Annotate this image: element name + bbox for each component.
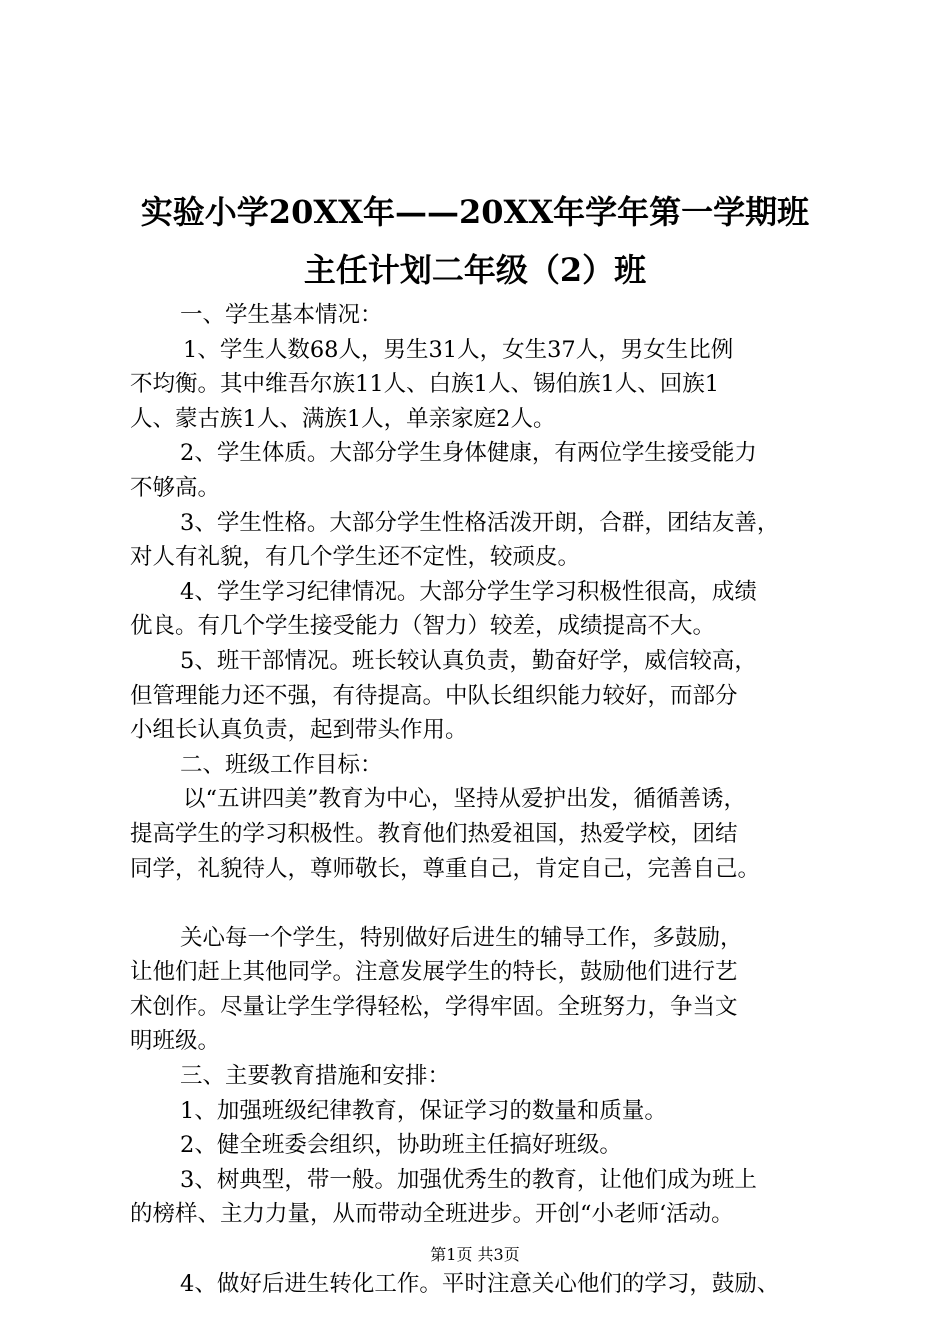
body-line: 一、学生基本情况：: [180, 302, 383, 328]
body-line: 关心每一个学生，特别做好后进生的辅导工作，多鼓励，: [180, 924, 743, 951]
body-line: 提高学生的学习积极性。教育他们热爱祖国，热爱学校，团结: [130, 820, 738, 847]
body-line: 的榜样、主力力量，从而带动全班进步。开创“小老师‘活动。: [130, 1201, 734, 1228]
body-line: 同学，礼貌待人，尊师敬长，尊重自己，肯定自己，完善自己。: [130, 855, 761, 882]
blank-line: [130, 886, 835, 921]
body-line: 二、班级工作目标：: [180, 751, 383, 778]
page-footer: 第1页 共3页: [430, 1245, 520, 1264]
body-line: 3、学生性格。大部分学生性格活泼开朗，合群，团结友善，: [180, 509, 780, 536]
body-line: 三、主要教育措施和安排：: [180, 1063, 451, 1090]
document-title-line1: 实验小学20XX年——20XX年学年第一学期班: [140, 193, 810, 231]
document-body: [130, 298, 835, 1301]
body-line: 2、健全班委会组织，协助班主任搞好班级。: [180, 1132, 622, 1159]
body-line: 不够高。: [130, 474, 221, 501]
body-line: 小组长认真负责，起到带头作用。: [130, 717, 468, 744]
body-line: 术创作。尽量让学生学得轻松，学得牢固。全班努力，争当文: [130, 993, 738, 1020]
body-line: 不均衡。其中维吾尔族11人、白族1人、锡伯族1人、回族1: [130, 371, 720, 398]
body-line: 4、做好后进生转化工作。平时注意关心他们的学习，鼓励、: [180, 1270, 780, 1297]
body-line: 人、蒙古族1人、满族1人，单亲家庭2人。: [130, 405, 556, 432]
body-line: 1、加强班级纪律教育，保证学习的数量和质量。: [180, 1097, 667, 1124]
body-line: 5、班干部情况。班长较认真负责，勤奋好学，威信较高，: [180, 647, 757, 674]
body-line: 明班级。: [130, 1028, 221, 1055]
body-line: 1、学生人数68人，男生31人，女生37人，男女生比例: [183, 336, 734, 363]
body-line: 对人有礼貌，有几个学生还不定性，较顽皮。: [130, 544, 581, 571]
body-line: 优良。有几个学生接受能力（智力）较差，成绩提高不大。: [130, 613, 716, 640]
body-line: 以“五讲四美”教育为中心，坚持从爱护出发，循循善诱，: [183, 786, 747, 813]
body-line: 4、学生学习纪律情况。大部分学生学习积极性很高，成绩: [180, 578, 757, 605]
body-line: 但管理能力还不强，有待提高。中队长组织能力较好，而部分: [130, 682, 738, 709]
body-line: 3、树典型，带一般。加强优秀生的教育，让他们成为班上: [180, 1166, 757, 1193]
body-line: 2、学生体质。大部分学生身体健康，有两位学生接受能力: [180, 440, 757, 467]
document-title-line2: 主任计划二年级（2）班: [303, 251, 647, 289]
body-line: 让他们赶上其他同学。注意发展学生的特长，鼓励他们进行艺: [130, 959, 738, 986]
